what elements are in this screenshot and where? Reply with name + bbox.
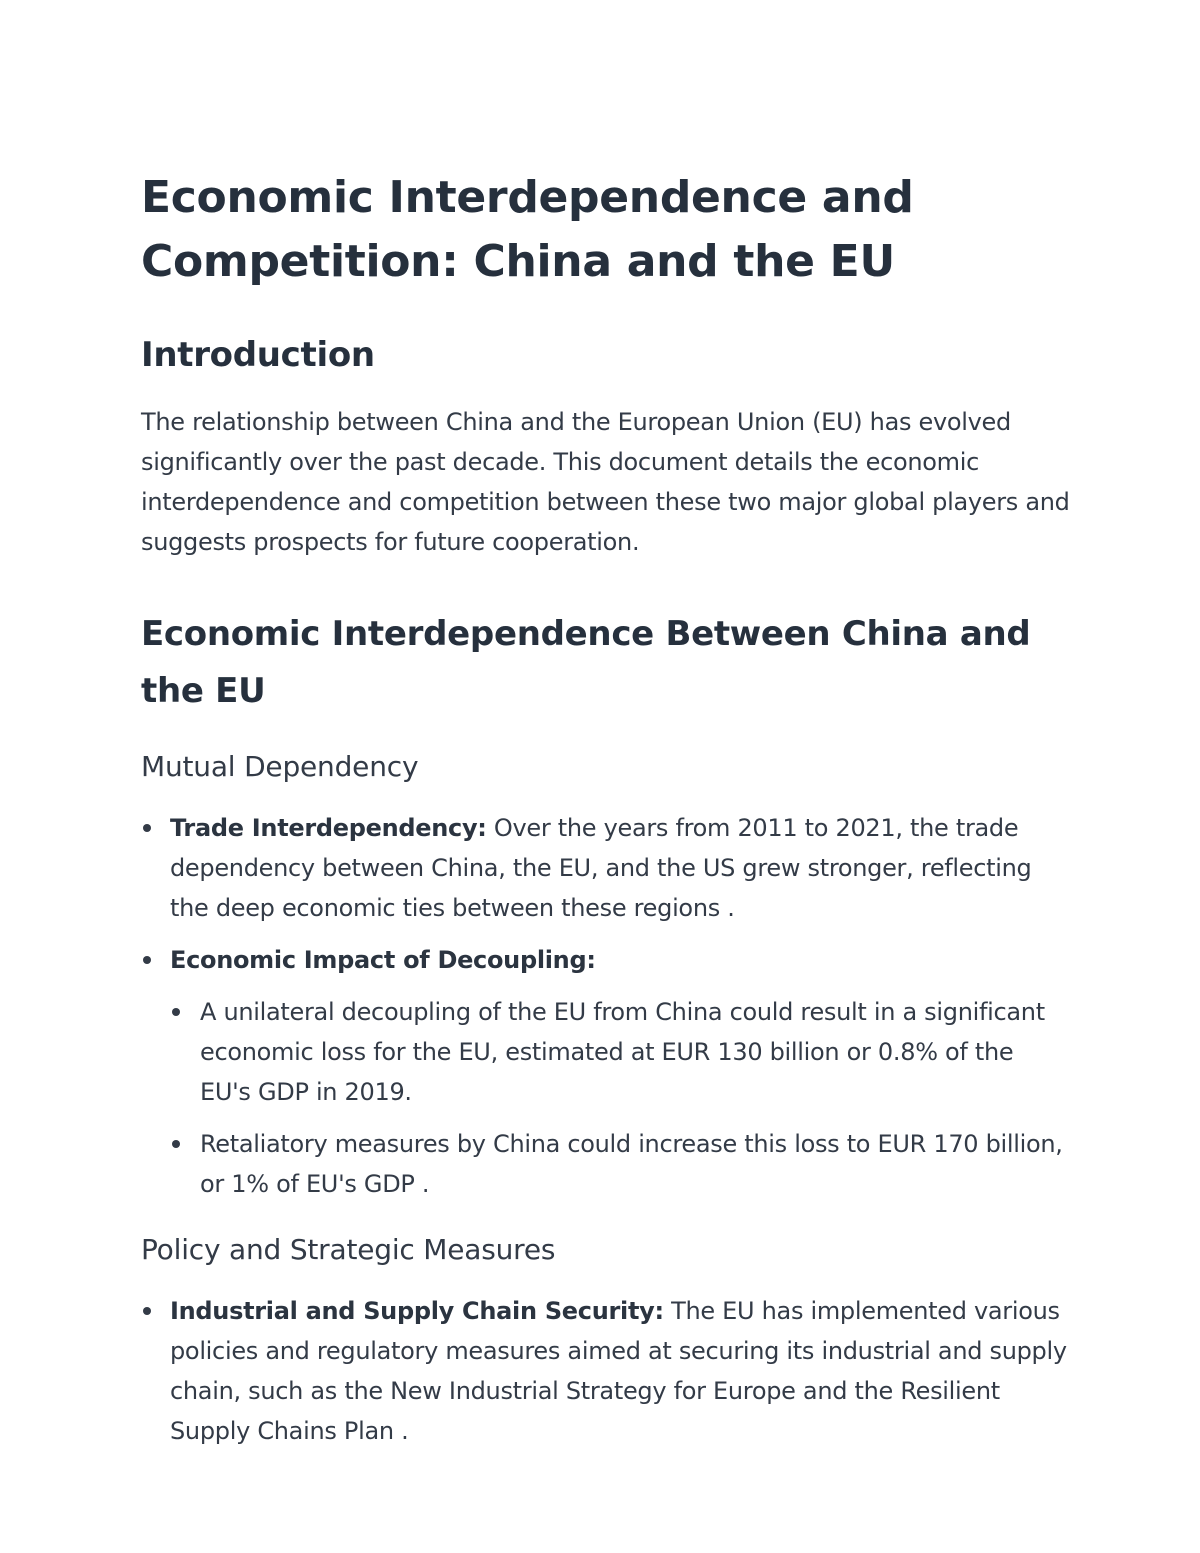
decoupling-sublist (170, 992, 1071, 1204)
bullet-icon (143, 824, 151, 832)
document-page (141, 166, 1071, 1451)
list-item-trade-interdependency (141, 808, 1071, 928)
list-item-text: Over the years from 2011 to 2021, the trade dependency between China, the EU, and the US grew stronger, reflecting the deep economic ties between these regions . (170, 814, 1032, 922)
introduction-paragraph: The relationship between China and the European Union (EU) has evolved significantly over the past decade. This document details the economic interdependence and competition between these two major global players and suggests prospects for future cooperation. (141, 408, 1070, 556)
sublist-item-text: Retaliatory measures by China could increase this loss to EUR 170 billion, or 1% of EU's GDP . (200, 1130, 1063, 1198)
bullet-icon (143, 1307, 151, 1315)
list-item-lead: Industrial and Supply Chain Security: (170, 1297, 664, 1325)
list-item-supply-chain-security (141, 1291, 1071, 1451)
bullet-icon (172, 1140, 180, 1148)
list-item-text: The EU has implemented various policies and regulatory measures aimed at securing its industrial and supply chain, such as the New Industrial Strategy for Europe and the Resilient Supply Chains Plan . (170, 1297, 1067, 1445)
bullet-icon (172, 1008, 180, 1016)
sublist-item (170, 1124, 1071, 1204)
list-item-economic-impact (141, 940, 1071, 1204)
mutual-dependency-heading: Mutual Dependency (141, 750, 419, 783)
policy-measures-list (141, 1291, 1071, 1451)
sublist-item (170, 992, 1071, 1112)
list-item-lead: Trade Interdependency: (170, 814, 487, 842)
bullet-icon (143, 956, 151, 964)
mutual-dependency-list (141, 808, 1071, 1204)
policy-measures-heading: Policy and Strategic Measures (141, 1233, 556, 1266)
document-title: Economic Interdependence and Competition: China and the EU (141, 172, 914, 287)
list-item-lead: Economic Impact of Decoupling: (170, 946, 596, 974)
economic-interdependence-heading: Economic Interdependence Between China and the EU (141, 614, 1031, 711)
introduction-heading: Introduction (141, 335, 375, 375)
sublist-item-text: A unilateral decoupling of the EU from China could result in a significant economic loss for the EU, estimated at EUR 130 billion or 0.8% of the EU's GDP in 2019. (200, 998, 1045, 1106)
